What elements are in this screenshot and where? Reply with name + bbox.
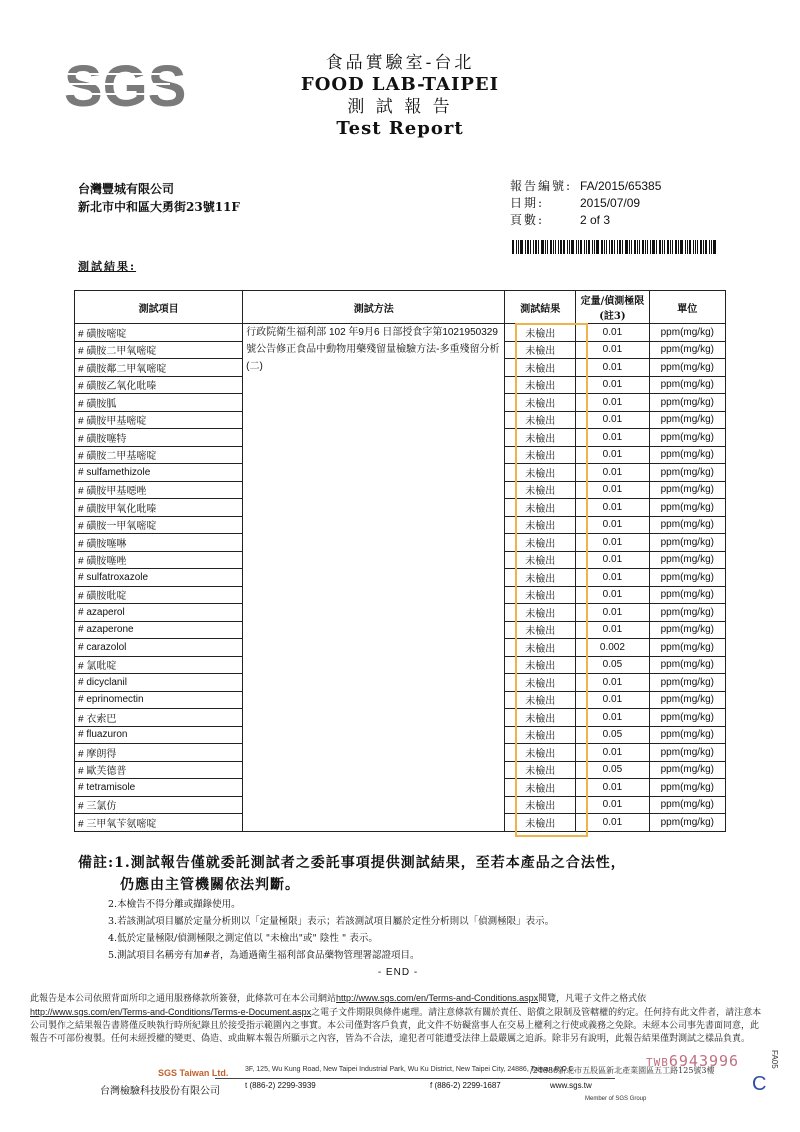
barcode xyxy=(512,240,724,254)
result-cell xyxy=(505,691,576,709)
barcode-bar xyxy=(687,240,688,254)
result-value: 未檢出 xyxy=(525,433,556,445)
date-value: 2015/07/09 xyxy=(580,196,641,210)
limit-cell: 0.01 xyxy=(576,429,649,447)
result-value: 未檢出 xyxy=(525,573,556,585)
barcode-bar xyxy=(576,240,577,254)
result-cell xyxy=(505,569,576,587)
test-item-cell: # 磺胺甲氧化吡嗪 xyxy=(75,499,243,517)
footer-divider xyxy=(215,1078,615,1079)
report-no-value: FA/2015/65385 xyxy=(580,179,662,193)
barcode-bar xyxy=(611,240,613,254)
test-item-cell: # fluazuron xyxy=(75,726,243,744)
unit-cell: ppm(mg/kg) xyxy=(649,744,725,762)
test-item-cell: # 磺胺二甲基嘧啶 xyxy=(75,446,243,464)
unit-cell: ppm(mg/kg) xyxy=(649,569,725,587)
test-item-cell: # 磺胺二甲氧嘧啶 xyxy=(75,341,243,359)
limit-cell: 0.01 xyxy=(576,464,649,482)
limit-cell: 0.01 xyxy=(576,499,649,517)
report-no-label: 報告編號: xyxy=(510,179,573,193)
limit-cell: 0.01 xyxy=(576,691,649,709)
result-value: 未檢出 xyxy=(525,643,556,655)
unit-cell: ppm(mg/kg) xyxy=(649,604,725,622)
report-meta xyxy=(510,178,661,229)
barcode-bar xyxy=(541,240,544,254)
unit-cell: ppm(mg/kg) xyxy=(649,394,725,412)
footer xyxy=(30,1062,770,1102)
barcode-bar xyxy=(709,240,710,254)
test-item-cell: # 三氯仿 xyxy=(75,796,243,814)
barcode-bar xyxy=(705,240,707,254)
result-value: 未檢出 xyxy=(525,766,556,778)
limit-cell: 0.01 xyxy=(576,674,649,692)
unit-cell: ppm(mg/kg) xyxy=(649,446,725,464)
barcode-bar xyxy=(571,240,574,254)
serial-value: 6943996 xyxy=(668,1052,740,1070)
telephone: t (886-2) 2299-3939 xyxy=(245,1081,316,1090)
unit-cell: ppm(mg/kg) xyxy=(649,691,725,709)
limit-cell: 0.01 xyxy=(576,779,649,797)
barcode-bar xyxy=(545,240,546,254)
result-value: 未檢出 xyxy=(525,661,556,673)
barcode-bar xyxy=(667,240,669,254)
unit-cell: ppm(mg/kg) xyxy=(649,411,725,429)
barcode-bar xyxy=(695,240,696,254)
end-marker: - END - xyxy=(377,967,419,978)
barcode-bar xyxy=(642,240,644,254)
result-cell xyxy=(505,341,576,359)
limit-cell: 0.01 xyxy=(576,586,649,604)
result-value: 未檢出 xyxy=(525,538,556,550)
result-value: 未檢出 xyxy=(525,468,556,480)
barcode-bar xyxy=(662,240,663,254)
barcode-bar xyxy=(518,240,519,254)
barcode-bar xyxy=(563,240,565,254)
unit-cell: ppm(mg/kg) xyxy=(649,621,725,639)
limit-cell: 0.01 xyxy=(576,359,649,377)
test-item-cell: # 歐芙德普 xyxy=(75,761,243,779)
result-value: 未檢出 xyxy=(525,818,556,830)
unit-cell: ppm(mg/kg) xyxy=(649,429,725,447)
note-3: 3.若該測試項目屬於定量分析則以「定量極限」表示；若該測試項目屬於定性分析則以「偵測極限」表示。 xyxy=(108,916,555,927)
company-name-zh: 台灣檢驗科技股份有限公司 xyxy=(100,1086,220,1097)
result-value: 未檢出 xyxy=(525,801,556,813)
unit-cell: ppm(mg/kg) xyxy=(649,814,725,832)
col-header-unit: 單位 xyxy=(649,291,725,324)
page-label: 頁數: xyxy=(510,213,545,227)
barcode-bar xyxy=(547,240,548,254)
test-item-cell: # 磺胺吡啶 xyxy=(75,586,243,604)
test-item-cell: # sulfamethizole xyxy=(75,464,243,482)
result-value: 未檢出 xyxy=(525,381,556,393)
barcode-bar xyxy=(527,240,529,254)
barcode-bar xyxy=(634,240,636,254)
barcode-bar xyxy=(703,240,704,254)
barcode-bar xyxy=(586,240,587,254)
limit-cell: 0.01 xyxy=(576,341,649,359)
limit-cell: 0.002 xyxy=(576,639,649,657)
barcode-bar xyxy=(680,240,683,254)
barcode-bar xyxy=(652,240,655,254)
result-cell xyxy=(505,674,576,692)
unit-cell: ppm(mg/kg) xyxy=(649,516,725,534)
result-cell xyxy=(505,324,576,342)
note-1a: 1.測試報告僅就委託測試者之委託事項提供測試結果，至若本產品之合法性， xyxy=(114,855,626,871)
barcode-bar xyxy=(711,240,712,254)
result-value: 未檢出 xyxy=(525,486,556,498)
barcode-bar xyxy=(664,240,665,254)
barcode-bar xyxy=(512,240,514,254)
limit-cell: 0.05 xyxy=(576,656,649,674)
result-cell xyxy=(505,394,576,412)
unit-cell: ppm(mg/kg) xyxy=(649,464,725,482)
note-4: 4.低於定量極限/偵測極限之測定值以 "未檢出"或" 陰性 " 表示。 xyxy=(108,933,378,944)
limit-cell: 0.01 xyxy=(576,796,649,814)
barcode-bar xyxy=(604,240,605,254)
date-label: 日期: xyxy=(510,196,545,210)
barcode-bar xyxy=(631,240,632,254)
barcode-bar xyxy=(645,240,646,254)
table-row xyxy=(75,324,726,342)
unit-cell: ppm(mg/kg) xyxy=(649,674,725,692)
barcode-bar xyxy=(533,240,534,254)
result-value: 未檢出 xyxy=(525,556,556,568)
address-zh: /24886新北市五股區新北產業園區五工路125號3樓 xyxy=(530,1066,715,1075)
barcode-bar xyxy=(520,240,523,254)
result-cell xyxy=(505,481,576,499)
company-name-en: SGS Taiwan Ltd. xyxy=(158,1068,229,1078)
limit-cell: 0.05 xyxy=(576,726,649,744)
barcode-bar xyxy=(659,240,661,254)
barcode-bar xyxy=(553,240,554,254)
unit-cell: ppm(mg/kg) xyxy=(649,359,725,377)
result-cell xyxy=(505,709,576,727)
result-cell xyxy=(505,621,576,639)
result-value: 未檢出 xyxy=(525,678,556,690)
barcode-bar xyxy=(592,240,593,254)
result-cell xyxy=(505,744,576,762)
barcode-bar xyxy=(601,240,603,254)
result-cell xyxy=(505,429,576,447)
test-item-cell: # azaperone xyxy=(75,621,243,639)
notes xyxy=(78,852,718,981)
result-cell xyxy=(505,796,576,814)
barcode-bar xyxy=(550,240,552,254)
website[interactable]: www.sgs.tw xyxy=(550,1081,592,1090)
note-2: 2.本檢告不得分離或擷錄使用。 xyxy=(108,899,241,910)
result-value: 未檢出 xyxy=(525,626,556,638)
barcode-bar xyxy=(693,240,694,254)
unit-cell: ppm(mg/kg) xyxy=(649,709,725,727)
result-value: 未檢出 xyxy=(525,608,556,620)
test-item-cell: # 磺胺甲基嘧啶 xyxy=(75,411,243,429)
client-info xyxy=(78,180,240,216)
member-of-sgs: Member of SGS Group xyxy=(585,1096,647,1102)
result-cell xyxy=(505,814,576,832)
barcode-bar xyxy=(535,240,537,254)
lab-name-zh: 食品實驗室-台北 xyxy=(325,53,475,73)
result-cell xyxy=(505,656,576,674)
barcode-bar xyxy=(569,240,570,254)
test-item-cell: # 磺胺一甲氧嘧啶 xyxy=(75,516,243,534)
barcode-bar xyxy=(700,240,702,254)
test-item-cell: # 磺胺胍 xyxy=(75,394,243,412)
serial-prefix: TWB xyxy=(646,1056,669,1069)
limit-cell: 0.01 xyxy=(576,411,649,429)
barcode-bar xyxy=(560,240,562,254)
report-title-zh: 測 試 報 告 xyxy=(347,97,453,117)
sgs-logo xyxy=(60,50,187,119)
unit-cell: ppm(mg/kg) xyxy=(649,481,725,499)
barcode-bar xyxy=(689,240,691,254)
unit-cell: ppm(mg/kg) xyxy=(649,341,725,359)
result-value: 未檢出 xyxy=(525,713,556,725)
table-header-row xyxy=(75,291,726,324)
unit-cell: ppm(mg/kg) xyxy=(649,376,725,394)
barcode-bar xyxy=(588,240,590,254)
barcode-bar xyxy=(555,240,556,254)
barcode-bar xyxy=(678,240,679,254)
unit-cell: ppm(mg/kg) xyxy=(649,761,725,779)
unit-cell: ppm(mg/kg) xyxy=(649,499,725,517)
result-cell xyxy=(505,779,576,797)
notes-label: 備註: xyxy=(78,855,115,871)
test-item-cell: # carazolol xyxy=(75,639,243,657)
barcode-bar xyxy=(594,240,595,254)
result-value: 未檢出 xyxy=(525,346,556,358)
result-cell xyxy=(505,446,576,464)
limit-cell: 0.01 xyxy=(576,394,649,412)
col-header-limit: 定量/偵測極限(註3) xyxy=(576,291,649,324)
barcode-bar xyxy=(567,240,568,254)
barcode-bar xyxy=(525,240,526,254)
unit-cell: ppm(mg/kg) xyxy=(649,779,725,797)
address-en: 3F, 125, Wu Kung Road, New Taipei Industrial Park, Wu Ku District, New Taipei City, 24886, Taiwan R.O.C. xyxy=(245,1066,576,1073)
result-value: 未檢出 xyxy=(525,696,556,708)
barcode-bar xyxy=(625,240,628,254)
test-item-cell: # sulfatroxazole xyxy=(75,569,243,587)
test-item-cell: # 磺胺噻唑 xyxy=(75,551,243,569)
result-cell xyxy=(505,499,576,517)
test-item-cell: # dicyclanil xyxy=(75,674,243,692)
barcode-bar xyxy=(656,240,657,254)
client-name: 台灣豐城有限公司 xyxy=(78,182,175,196)
result-value: 未檢出 xyxy=(525,521,556,533)
limit-cell: 0.01 xyxy=(576,446,649,464)
unit-cell: ppm(mg/kg) xyxy=(649,551,725,569)
unit-cell: ppm(mg/kg) xyxy=(649,796,725,814)
barcode-bar xyxy=(580,240,582,254)
limit-cell: 0.01 xyxy=(576,621,649,639)
barcode-bar xyxy=(619,240,621,254)
col-header-item: 測試項目 xyxy=(75,291,243,324)
result-cell xyxy=(505,534,576,552)
unit-cell: ppm(mg/kg) xyxy=(649,726,725,744)
limit-cell: 0.01 xyxy=(576,709,649,727)
result-value: 未檢出 xyxy=(525,363,556,375)
result-cell xyxy=(505,516,576,534)
limit-cell: 0.01 xyxy=(576,814,649,832)
barcode-bar xyxy=(650,240,651,254)
result-cell xyxy=(505,464,576,482)
test-item-cell: # 摩朗得 xyxy=(75,744,243,762)
barcode-bar xyxy=(637,240,638,254)
note-1b: 仍應由主管機關依法判斷。 xyxy=(120,877,300,893)
result-cell xyxy=(505,359,576,377)
barcode-bar xyxy=(647,240,648,254)
barcode-bar xyxy=(629,240,630,254)
result-cell xyxy=(505,376,576,394)
limit-cell: 0.01 xyxy=(576,569,649,587)
sgs-logo-image xyxy=(60,50,187,119)
test-item-cell: # 三甲氧苄氨嘧啶 xyxy=(75,814,243,832)
test-method-cell: 行政院衛生福利部 102 年9月6 日部授食字第1021950329 號公告修正食品中動物用藥殘留量檢驗方法-多重殘留分析(二) xyxy=(243,324,505,832)
result-value: 未檢出 xyxy=(525,731,556,743)
barcode-bar xyxy=(614,240,615,254)
unit-cell: ppm(mg/kg) xyxy=(649,656,725,674)
disclaimer-part-1: 此報告是本公司依照背面所印之通用服務條款所簽發，此條款可在本公司網站 xyxy=(30,994,337,1004)
barcode-bar xyxy=(538,240,539,254)
report-header xyxy=(300,52,500,140)
result-value: 未檢出 xyxy=(525,503,556,515)
barcode-bar xyxy=(670,240,671,254)
test-item-cell: # 磺胺鄰二甲氧嘧啶 xyxy=(75,359,243,377)
fax: f (886-2) 2299-1687 xyxy=(430,1081,501,1090)
barcode-bar xyxy=(609,240,610,254)
limit-cell: 0.01 xyxy=(576,324,649,342)
disclaimer-part-3: 之電子文件期限與條件處理。請注意條款有關於責任、賠償之限制及管轄權的約定。任何持有此文件者，請注意本公司製作之結果報告書將僅反映執行時所紀錄且於接受指示範圍內之事實。本公司僅對客戶負責，此文件不妨礙當事人在交易上權利之行使或義務之免除。未經本公司事先書面同意，此報告不可部份複製。任何未經授權的變更、偽造、或曲解本報告所顯示之內容，皆為不合法，違犯者可能遭受法律上最嚴厲之追訴。除非另有說明，此報告結果僅對測試之樣品負責。 xyxy=(30,1008,762,1044)
result-cell xyxy=(505,604,576,622)
barcode-bar xyxy=(596,240,599,254)
svg-text:SGS: SGS xyxy=(64,54,187,119)
unit-cell: ppm(mg/kg) xyxy=(649,639,725,657)
limit-cell: 0.01 xyxy=(576,551,649,569)
disclaimer-part-2: 閱覽，凡電子文件之格式依 xyxy=(538,994,647,1004)
disclaimer xyxy=(30,992,765,1046)
result-value: 未檢出 xyxy=(525,328,556,340)
test-item-cell: # 磺胺乙氧化吡嗪 xyxy=(75,376,243,394)
barcode-bar xyxy=(713,240,716,254)
barcode-bar xyxy=(606,240,607,254)
unit-cell: ppm(mg/kg) xyxy=(649,324,725,342)
test-item-cell: # 氯吡啶 xyxy=(75,656,243,674)
test-item-cell: # 衣索巴 xyxy=(75,709,243,727)
note-5: 5.測試項目名稱旁有加#者，為通過衛生福利部食品藥物管理署認證項目。 xyxy=(108,950,420,961)
terms-e-document-link[interactable]: http://www.sgs.com/en/Terms-and-Conditions/Terms-e-Document.aspx xyxy=(30,1007,312,1017)
test-item-cell: # 磺胺甲基噁唑 xyxy=(75,481,243,499)
result-cell xyxy=(505,639,576,657)
terms-link[interactable]: http://www.sgs.com/en/Terms-and-Conditions.aspx xyxy=(336,993,539,1003)
limit-cell: 0.01 xyxy=(576,481,649,499)
limit-cell: 0.01 xyxy=(576,376,649,394)
barcode-bar xyxy=(558,240,559,254)
c-mark: C xyxy=(752,1073,767,1095)
lab-name-en: FOOD LAB-TAIPEI xyxy=(300,74,500,95)
limit-cell: 0.01 xyxy=(576,744,649,762)
unit-cell: ppm(mg/kg) xyxy=(649,586,725,604)
test-item-cell: # tetramisole xyxy=(75,779,243,797)
result-value: 未檢出 xyxy=(525,398,556,410)
test-item-cell: # 磺胺噻特 xyxy=(75,429,243,447)
col-header-result: 測試結果 xyxy=(505,291,576,324)
page-value: 2 of 3 xyxy=(580,213,611,227)
result-cell xyxy=(505,586,576,604)
result-value: 未檢出 xyxy=(525,591,556,603)
result-value: 未檢出 xyxy=(525,416,556,428)
barcode-bar xyxy=(622,240,623,254)
client-address: 新北市中和區大勇街23號11F xyxy=(78,200,240,214)
results-title: 測試結果: xyxy=(78,260,137,273)
test-item-cell: # azaperol xyxy=(75,604,243,622)
result-cell xyxy=(505,411,576,429)
barcode-bar xyxy=(675,240,677,254)
barcode-bar xyxy=(639,240,640,254)
barcode-bar xyxy=(578,240,579,254)
result-value: 未檢出 xyxy=(525,783,556,795)
results-table xyxy=(74,290,726,832)
barcode-bar xyxy=(697,240,698,254)
limit-cell: 0.01 xyxy=(576,604,649,622)
barcode-bar xyxy=(672,240,673,254)
side-code: FA05 xyxy=(770,1050,779,1069)
col-header-method: 測試方法 xyxy=(243,291,505,324)
barcode-bar xyxy=(685,240,686,254)
result-cell xyxy=(505,761,576,779)
barcode-bar xyxy=(584,240,585,254)
result-cell xyxy=(505,551,576,569)
limit-cell: 0.01 xyxy=(576,534,649,552)
report-title-en: Test Report xyxy=(336,118,464,139)
limit-cell: 0.01 xyxy=(576,516,649,534)
test-item-cell: # 磺胺噻啉 xyxy=(75,534,243,552)
test-item-cell: # eprinomectin xyxy=(75,691,243,709)
barcode-bar xyxy=(516,240,517,254)
result-value: 未檢出 xyxy=(525,451,556,463)
barcode-bar xyxy=(530,240,531,254)
limit-cell: 0.05 xyxy=(576,761,649,779)
unit-cell: ppm(mg/kg) xyxy=(649,534,725,552)
result-value: 未檢出 xyxy=(525,748,556,760)
result-cell xyxy=(505,726,576,744)
barcode-bar xyxy=(617,240,618,254)
test-item-cell: # 磺胺嘧啶 xyxy=(75,324,243,342)
